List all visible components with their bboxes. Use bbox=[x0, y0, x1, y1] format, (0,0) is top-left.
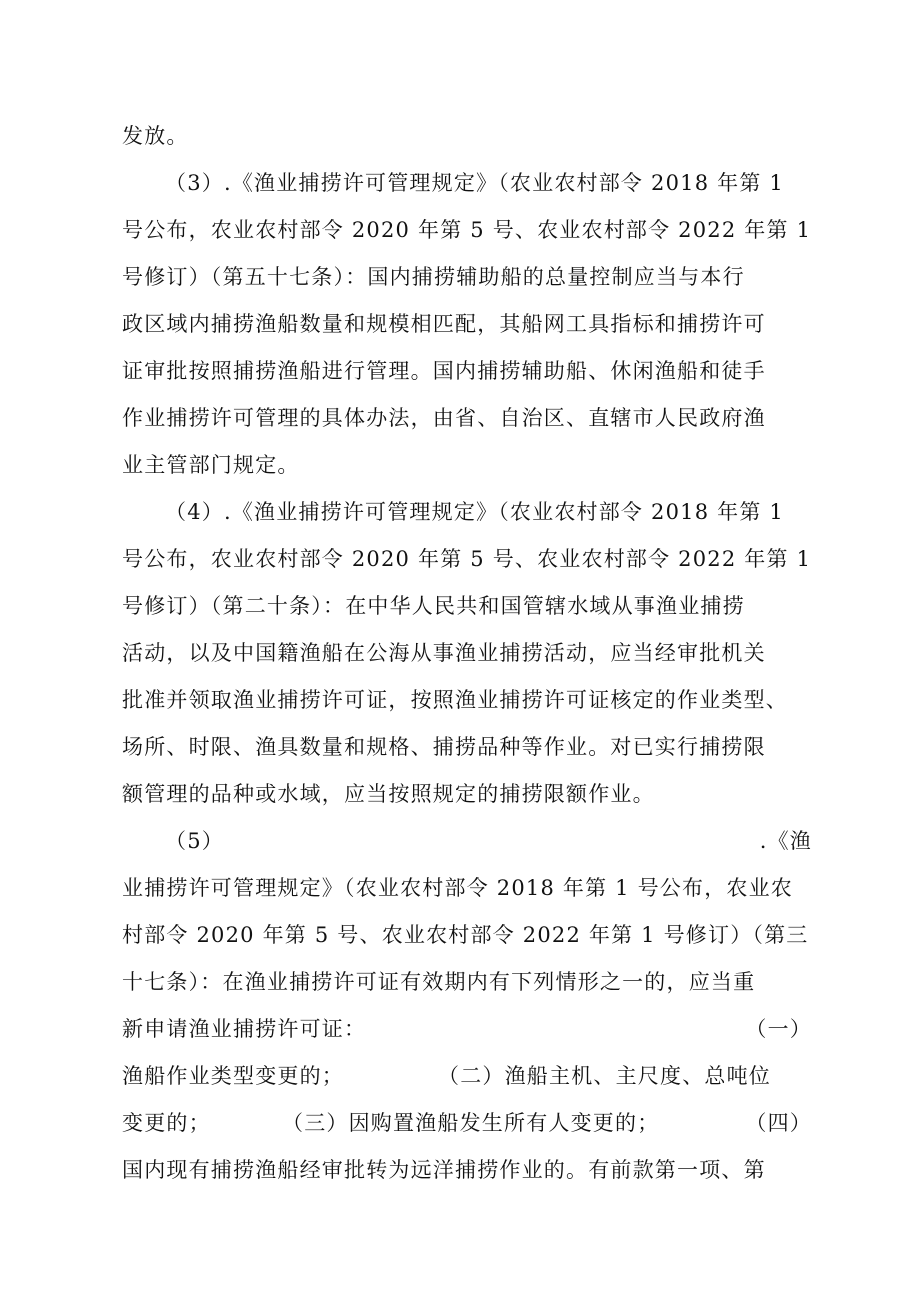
text-line: 证审批按照捕捞渔船进行管理。国内捕捞辅助船、休闲渔船和徒手 bbox=[122, 359, 766, 383]
paragraph-3-line-1: （3）.《渔业捕捞许可管理规定》（农业农村部令 2018 年第 1 bbox=[165, 171, 784, 195]
item-1-text: 渔船作业类型变更的； bbox=[122, 1064, 344, 1088]
paragraph-5-line-1 bbox=[122, 826, 812, 856]
text-line bbox=[122, 1108, 812, 1138]
text-line bbox=[122, 1061, 812, 1091]
text-line bbox=[122, 1014, 812, 1044]
text-line: 号修订）（第五十七条）：国内捕捞辅助船的总量控制应当与本行 bbox=[122, 265, 745, 289]
text-line: 场所、时限、渔具数量和规格、捕捞品种等作业。对已实行捕捞限 bbox=[122, 735, 766, 759]
text-line: 批准并领取渔业捕捞许可证，按照渔业捕捞许可证核定的作业类型、 bbox=[122, 688, 788, 712]
text-line: 号公布，农业农村部令 2020 年第 5 号、农业农村部令 2022 年第 1 bbox=[122, 547, 812, 571]
text-line: 发放。 bbox=[122, 124, 189, 148]
text-line: 作业捕捞许可管理的具体办法，由省、自治区、直辖市人民政府渔 bbox=[122, 406, 766, 430]
text-line: 号修订）（第二十条）：在中华人民共和国管辖水域从事渔业捕捞 bbox=[122, 594, 745, 618]
item-2-text: （二）渔船主机、主尺度、总吨位 bbox=[438, 1064, 771, 1088]
text-line: 政区域内捕捞渔船数量和规模相匹配，其船网工具指标和捕捞许可 bbox=[122, 312, 766, 336]
text-line: 村部令 2020 年第 5 号、农业农村部令 2022 年第 1 号修订）（第三 bbox=[122, 923, 809, 947]
text-line: 业主管部门规定。 bbox=[122, 453, 300, 477]
paragraph-5-number: （5） bbox=[165, 829, 224, 853]
item-3-text: （三）因购置渔船发生所有人变更的； bbox=[282, 1111, 660, 1135]
item-1-marker: （一） bbox=[745, 1017, 812, 1041]
text-line: 活动，以及中国籍渔船在公海从事渔业捕捞活动，应当经审批机关 bbox=[122, 641, 766, 665]
paragraph-4-line-1: （4）.《渔业捕捞许可管理规定》（农业农村部令 2018 年第 1 bbox=[165, 500, 784, 524]
line-text: 新申请渔业捕捞许可证： bbox=[122, 1017, 367, 1041]
text-line: 国内现有捕捞渔船经审批转为远洋捕捞作业的。有前款第一项、第 bbox=[122, 1158, 766, 1182]
item-2-text-end: 变更的； bbox=[122, 1111, 211, 1135]
paragraph-5-title-start: .《渔 bbox=[759, 829, 812, 853]
text-line: 业捕捞许可管理规定》（农业农村部令 2018 年第 1 号公布，农业农 bbox=[122, 876, 794, 900]
text-line: 额管理的品种或水域，应当按照规定的捕捞限额作业。 bbox=[122, 782, 655, 806]
text-line: 号公布，农业农村部令 2020 年第 5 号、农业农村部令 2022 年第 1 bbox=[122, 218, 812, 242]
item-4-marker: （四） bbox=[745, 1111, 812, 1135]
text-line: 十七条）：在渔业捕捞许可证有效期内有下列情形之一的，应当重 bbox=[122, 970, 756, 994]
